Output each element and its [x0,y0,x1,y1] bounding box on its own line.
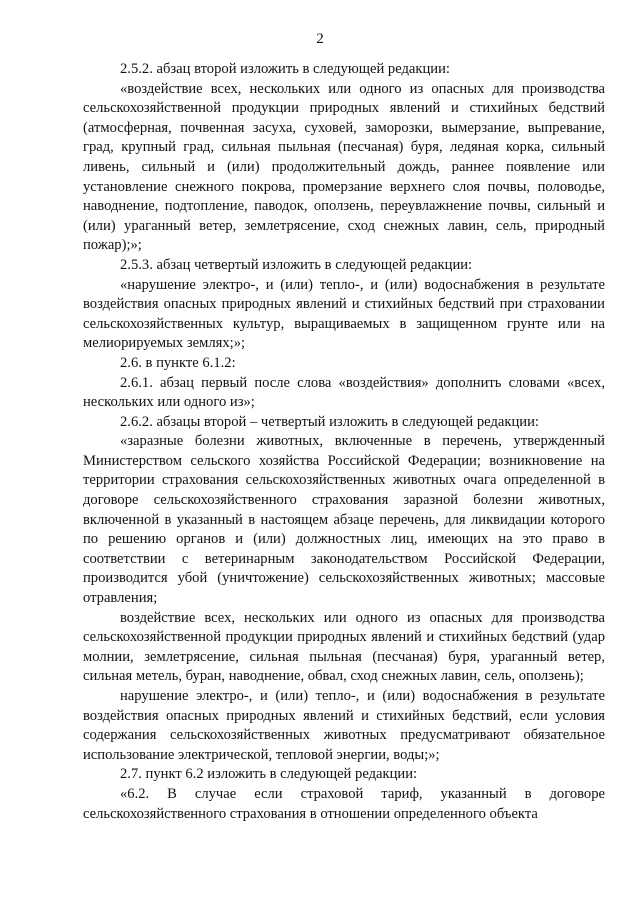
paragraph-2-7-text: «6.2. В случае если страховой тариф, указанный в договоре сельскохозяйственного страхования в отношении определенного объекта [83,785,605,822]
paragraph-2-6-2-text-1: «заразные болезни животных, включенные в перечень, утвержденный Министерством сельского хозяйства Российской Федерации; возникновение на территории страхования сельскохозяйственных животных очага определенной в договоре сельскохозяйственного страхования заразной болезни животных, включенной в указанный в настоящем абзаце перечень, для ликвидации которого по решению органов и (или) должностных лиц, имеющих на это право в соответствии с ветеринарным законодательством Российской Федерации, производится убой (уничтожение) сельскохозяйственных животных; массовые отравления; [83,433,605,607]
paragraph-2-5-2-text: «воздействие всех, нескольких или одного из опасных для производства сельскохозяйственной продукции природных явлений и стихийных бедствий (атмосферная, почвенная засуха, суховей, заморозки, вымерзание, выпревание, град, крупный град, сильная пыльная (песчаная) буря, ледяная корка, сильный ливень, сильный и (или) продолжительный дождь, раннее появление или установление снежного покрова, промерзание верхнего слоя почвы, половодье, наводнение, подтопление, паводок, оползень, переувлажнение почвы, сильный и (или) ураганный ветер, землетрясение, сход снежных лавин, сель, природный пожар);»; [83,80,605,254]
paragraph-2-6-1: 2.6.1. абзац первый после слова «воздействия» дополнить словами «всех, нескольких или одного из»; [83,374,605,411]
document-body [83,60,605,824]
paragraph-2-5-3-text: «нарушение электро-, и (или) тепло-, и (или) водоснабжения в результате воздействия опасных природных явлений и стихийных бедствий при страховании сельскохозяйственных культур, выращиваемых в защищенном грунте или на мелиорируемых землях;»; [83,276,605,352]
paragraph-2-6: 2.6. в пункте 6.1.2: [120,354,236,371]
paragraph-2-5-3: 2.5.3. абзац четвертый изложить в следующей редакции: [120,256,473,273]
paragraph-2-7: 2.7. пункт 6.2 изложить в следующей редакции: [120,766,418,783]
paragraph-2-6-2-text-2: воздействие всех, нескольких или одного из опасных для производства сельскохозяйственной продукции природных явлений и стихийных бедствий (удар молнии, землетрясение, сильная пыльная (песчаная) буря, ураганный ветер, сильная метель, буран, наводнение, обвал, сход снежных лавин, сель, оползень); [83,609,605,685]
paragraph-2-5-2: 2.5.2. абзац второй изложить в следующей редакции: [120,61,450,77]
paragraph-2-6-2-text-3: нарушение электро-, и (или) тепло-, и (или) водоснабжения в результате воздействия опасных природных явлений и стихийных бедствий, если условия содержания сельскохозяйственных животных предусматривают обязательное использование электрической, тепловой энергии, воды;»; [83,688,605,763]
page-number: 2 [316,31,324,47]
paragraph-2-6-2: 2.6.2. абзацы второй – четвертый изложить в следующей редакции: [120,413,539,430]
